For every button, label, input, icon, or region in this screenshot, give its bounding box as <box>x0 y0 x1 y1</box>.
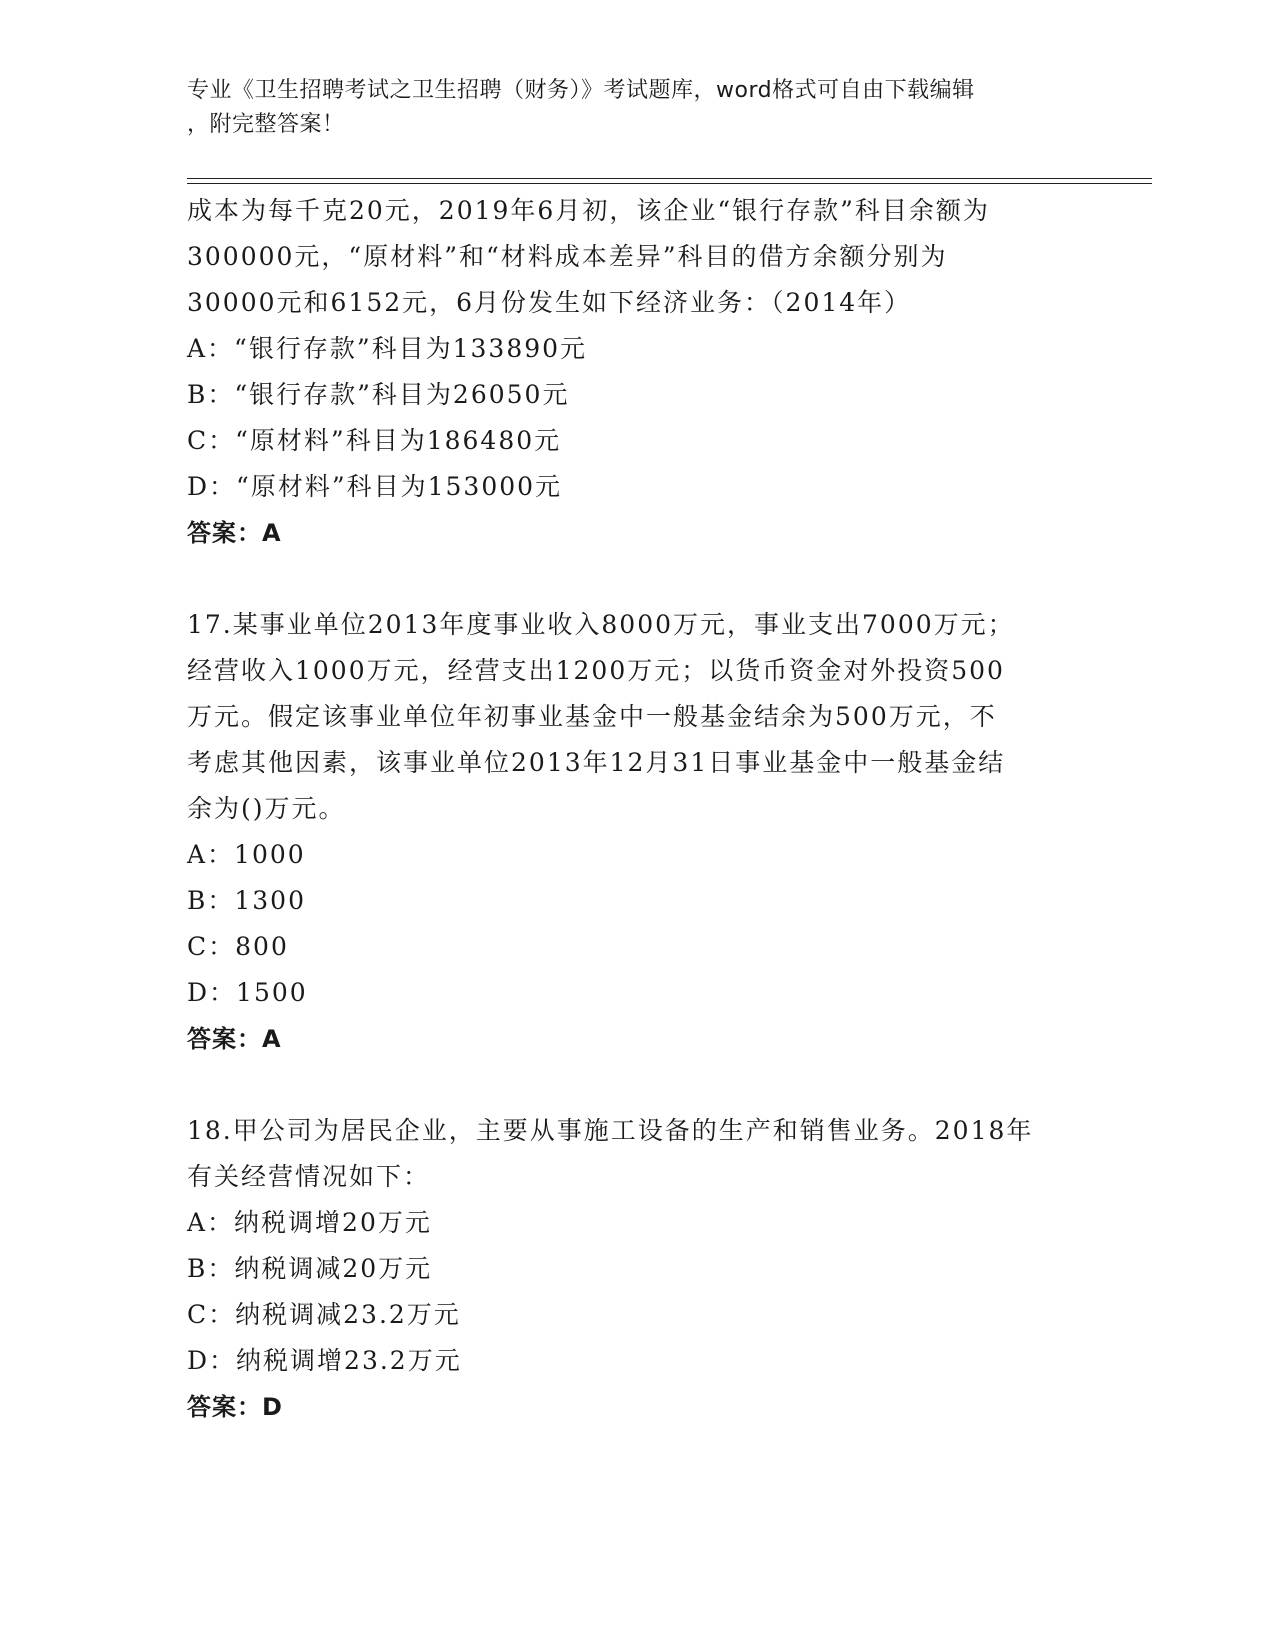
question-16 <box>187 188 1087 556</box>
option-d: D：纳税调增23.2万元 <box>187 1346 462 1375</box>
document-body <box>187 188 1087 1430</box>
question-17 <box>187 602 1087 1062</box>
option-b: B：“银行存款”科目为26050元 <box>187 380 570 409</box>
option-c: C：“原材料”科目为186480元 <box>187 426 562 455</box>
header-divider-bottom <box>187 183 1152 184</box>
option-c: C：800 <box>187 932 289 961</box>
answer-line: 答案：D <box>187 1393 283 1421</box>
question-stem-line: 300000元，“原材料”和“材料成本差异”科目的借方余额分别为 <box>187 242 948 271</box>
option-a: A：纳税调增20万元 <box>187 1208 432 1237</box>
option-a: A：1000 <box>187 840 306 869</box>
question-stem-line: 余为()万元。 <box>187 794 346 823</box>
spacer <box>187 1062 1087 1108</box>
option-b: B：1300 <box>187 886 306 915</box>
question-stem-line: 经营收入1000万元，经营支出1200万元；以货币资金对外投资500 <box>187 656 1005 685</box>
option-d: D：1500 <box>187 978 308 1007</box>
question-stem-line: 有关经营情况如下： <box>187 1162 431 1191</box>
answer-line: 答案：A <box>187 1025 282 1053</box>
question-stem-line: 30000元和6152元，6月份发生如下经济业务：（2014年） <box>187 288 912 317</box>
option-a: A：“银行存款”科目为133890元 <box>187 334 588 363</box>
document-header <box>187 74 1067 142</box>
answer-line: 答案：A <box>187 519 282 547</box>
question-stem-line: 17.某事业单位2013年度事业收入8000万元，事业支出7000万元； <box>187 610 1015 639</box>
header-divider-top <box>187 178 1152 179</box>
question-stem-line: 考虑其他因素，该事业单位2013年12月31日事业基金中一般基金结 <box>187 748 1006 777</box>
question-18 <box>187 1108 1087 1430</box>
question-stem-line: 18.甲公司为居民企业，主要从事施工设备的生产和销售业务。2018年 <box>187 1116 1034 1145</box>
option-c: C：纳税调减23.2万元 <box>187 1300 461 1329</box>
option-b: B：纳税调减20万元 <box>187 1254 433 1283</box>
option-d: D：“原材料”科目为153000元 <box>187 472 563 501</box>
header-line-2: ，附完整答案！ <box>187 112 345 137</box>
question-stem-line: 万元。假定该事业单位年初事业基金中一般基金结余为500万元，不 <box>187 702 997 731</box>
header-line-1: 专业《卫生招聘考试之卫生招聘（财务）》考试题库，word格式可自由下载编辑 <box>187 78 975 103</box>
question-stem-line: 成本为每千克20元，2019年6月初，该企业“银行存款”科目余额为 <box>187 196 990 225</box>
spacer <box>187 556 1087 602</box>
